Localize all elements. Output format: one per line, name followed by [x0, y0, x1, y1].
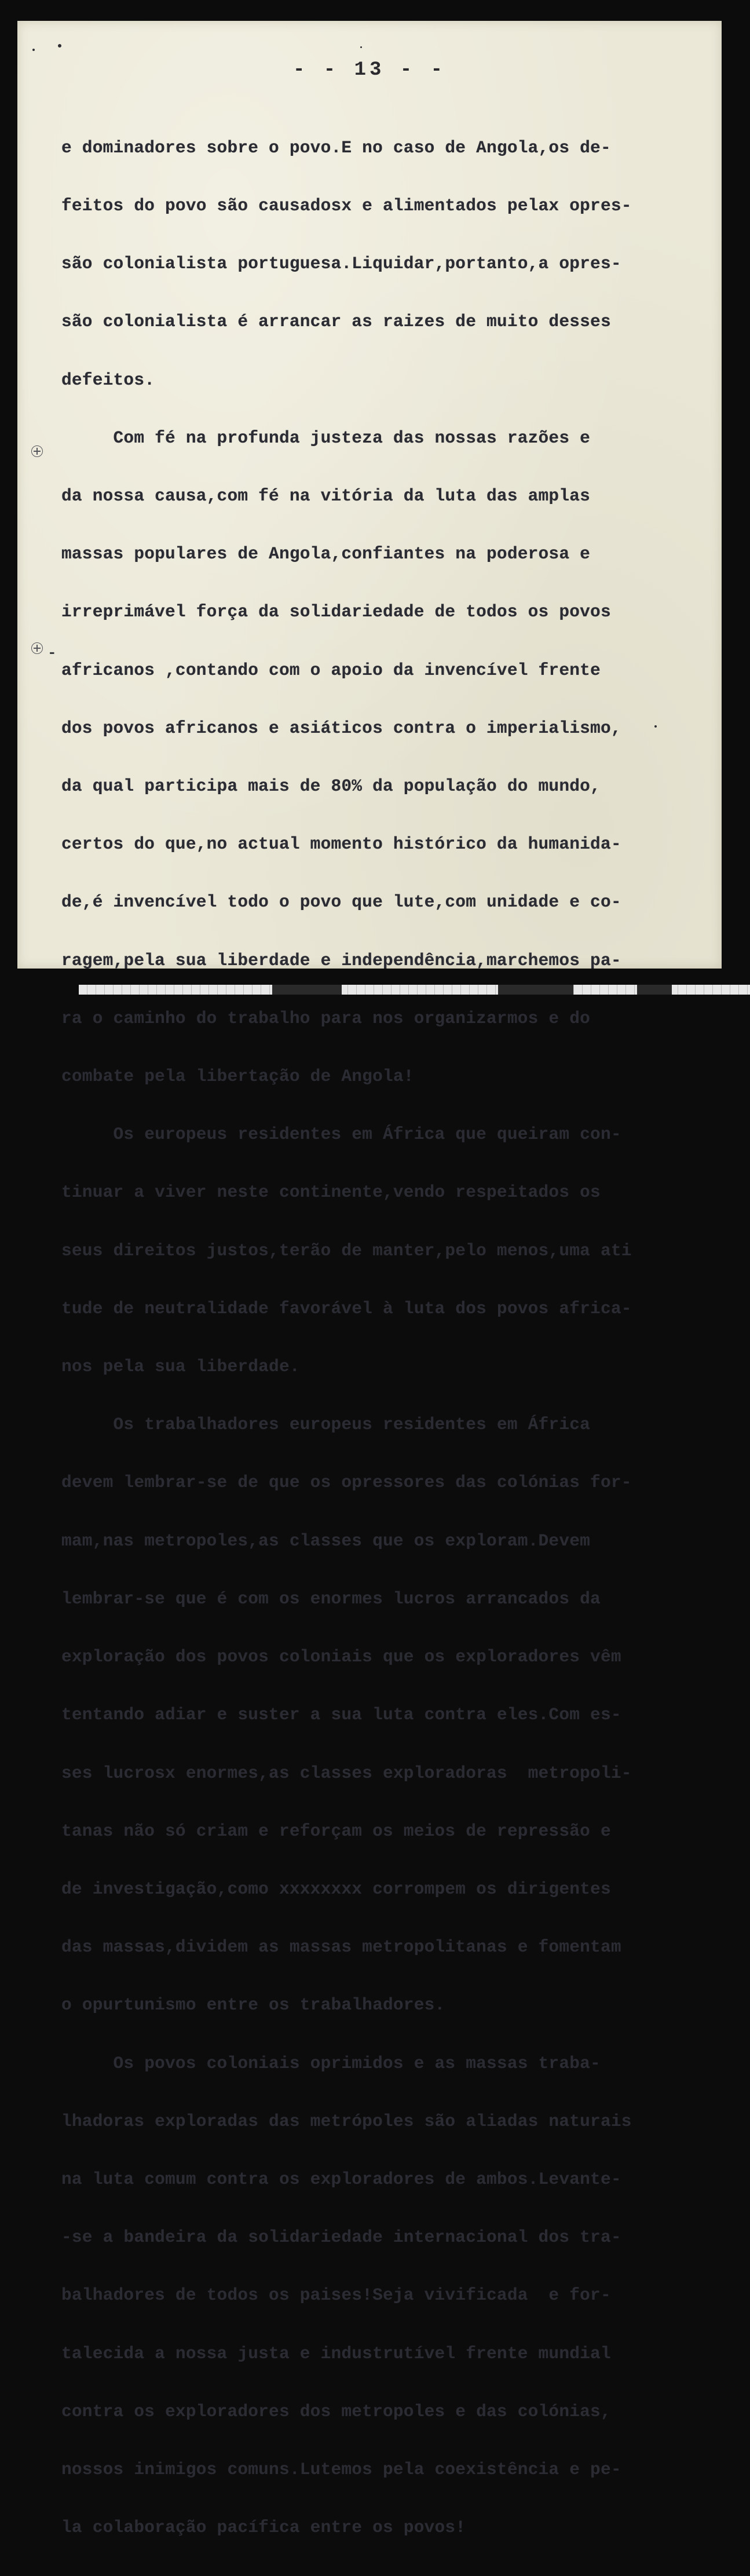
- margin-plus-circle-icon: [31, 642, 43, 654]
- text-line: ses lucrosx enormes,as classes exploradoras metropoli-: [61, 1763, 632, 1783]
- text-line: seus direitos justos,terão de manter,pelo menos,uma ati: [61, 1240, 632, 1260]
- text-line: mam,nas metropoles,as classes que os exploram.Devem: [61, 1530, 591, 1551]
- text-line: contra os exploradores dos metropoles e das colónias,: [61, 2401, 611, 2421]
- page-number: - - 13 - -: [292, 59, 447, 81]
- text-line: e dominadores sobre o povo.E no caso de Angola,os de-: [61, 137, 611, 158]
- text-line: ra o caminho do trabalho para nos organizarmos e do: [61, 1008, 591, 1028]
- text-line: da nossa causa,com fé na vitória da luta das amplas: [61, 486, 591, 506]
- text-line: Os trabalhadores europeus residentes em África: [61, 1415, 591, 1435]
- text-line: africanos ,contando com o apoio da invencível frente: [61, 660, 601, 680]
- text-line: balhadores de todos os paises!Seja vivificada e for-: [61, 2285, 611, 2305]
- margin-plus-circle-icon: [31, 445, 43, 457]
- text-line: lembrar-se que é com os enormes lucros arrancados da: [61, 1588, 601, 1609]
- typewritten-text: [61, 100, 727, 2576]
- text-line: la colaboração pacífica entre os povos!: [61, 2517, 466, 2538]
- text-line: são colonialista portuguesa.Liquidar,portanto,a opres-: [61, 254, 621, 274]
- text-line: o opurtunismo entre os trabalhadores.: [61, 1995, 445, 2015]
- scan-ruler-segment: [637, 985, 672, 995]
- ink-speck: [360, 46, 362, 48]
- text-line: combate pela libertação de Angola!: [61, 1066, 414, 1087]
- text-line: Os europeus residentes em África que queiram con-: [61, 1124, 621, 1145]
- text-line: Com fé na profunda justeza das nossas razões e: [61, 427, 591, 448]
- text-line: tude de neutralidade favorável à luta dos povos africa-: [61, 1298, 632, 1318]
- text-line: da qual participa mais de 80% da população do mundo,: [61, 776, 601, 796]
- ink-speck: [58, 44, 61, 47]
- text-line: talecida a nossa justa e industrutível frente mundial: [61, 2343, 611, 2363]
- text-line: certos do que,no actual momento histórico da humanida-: [61, 834, 621, 854]
- text-line: ragem,pela sua liberdade e independência,marchemos pa-: [61, 950, 621, 970]
- scan-ruler-segment: [272, 985, 342, 995]
- text-line: nossos inimigos comuns.Lutemos pela coexistência e pe-: [61, 2459, 621, 2479]
- text-line: irreprimável força da solidariedade de todos os povos: [61, 602, 611, 622]
- ink-speck: [32, 49, 35, 51]
- text-line: são colonialista é arrancar as raizes de muito desses: [61, 312, 611, 332]
- text-line: de,é invencível todo o povo que lute,com unidade e co-: [61, 892, 621, 912]
- text-line: Os povos coloniais oprimidos e as massas traba-: [61, 2053, 601, 2073]
- text-line: devem lembrar-se de que os opressores das colónias for-: [61, 1472, 632, 1493]
- text-line: defeitos.: [61, 370, 155, 390]
- text-line: das massas,dividem as massas metropolitanas e fomentam: [61, 1937, 621, 1957]
- text-line: tentando adiar e suster a sua luta contra eles.Com es-: [61, 1705, 621, 1725]
- text-line: lhadoras exploradas das metrópoles são aliadas naturais: [61, 2111, 632, 2131]
- text-line: exploração dos povos coloniais que os exploradores vêm: [61, 1647, 621, 1667]
- text-line: feitos do povo são causadosx e alimentados pelax opres-: [61, 196, 632, 216]
- text-line: de investigação,como xxxxxxxx corrompem os dirigentes: [61, 1879, 611, 1899]
- text-line: na luta comum contra os exploradores de ambos.Levante-: [61, 2169, 621, 2189]
- scan-ruler-segment: [498, 985, 573, 995]
- text-line: nos pela sua liberdade.: [61, 1357, 300, 1377]
- paper-sheet: [17, 21, 722, 2538]
- text-line: massas populares de Angola,confiantes na poderosa e: [61, 544, 591, 564]
- margin-dash-mark: -: [47, 644, 57, 662]
- text-line: tinuar a viver neste continente,vendo respeitados os: [61, 1182, 601, 1203]
- text-line: tanas não só criam e reforçam os meios de repressão e: [61, 1821, 611, 1841]
- text-line: -se a bandeira da solidariedade internacional dos tra-: [61, 2227, 621, 2248]
- text-line: dos povos africanos e asiáticos contra o imperialismo,: [61, 718, 621, 738]
